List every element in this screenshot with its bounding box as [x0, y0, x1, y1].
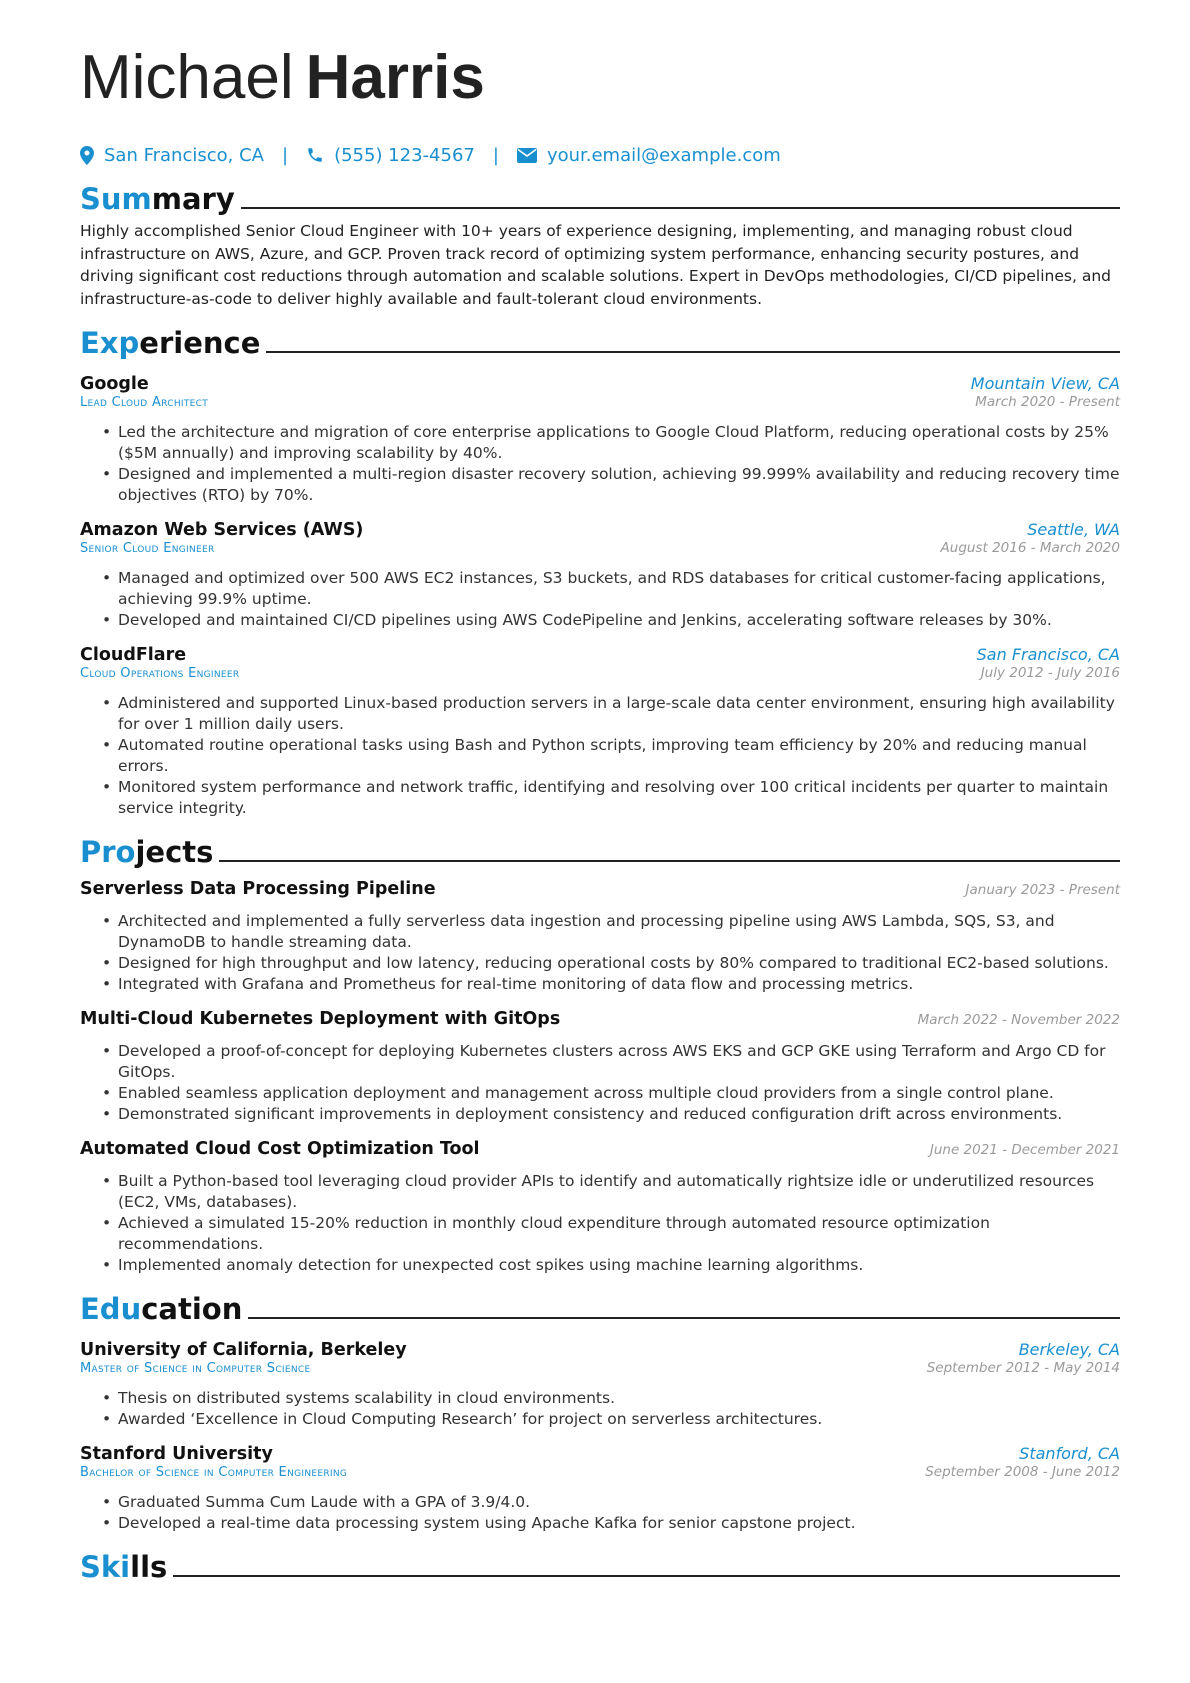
contact-separator: | — [281, 144, 289, 166]
contact-separator: | — [492, 144, 499, 166]
experience-entry — [80, 520, 1120, 631]
location-text: San Francisco, CA — [104, 144, 264, 166]
list-item: • Led the architecture and migration of core enterprise applications to Google Cloud Platform, reducing operational costs by 25% ($5M annually) and improving scalability by 40%. — [118, 422, 1120, 464]
skills-heading — [80, 1546, 1120, 1584]
education-heading — [80, 1288, 1120, 1326]
projects-heading — [80, 831, 1120, 869]
contact-email[interactable] — [517, 145, 781, 166]
school-dates: September 2008 - June 2012 — [925, 1464, 1120, 1480]
project-dates: June 2021 - December 2021 — [929, 1142, 1120, 1158]
list-item: • Integrated with Grafana and Prometheus for real-time monitoring of data flow and processing metrics. — [118, 974, 1120, 995]
school-location: Berkeley, CA — [1018, 1340, 1120, 1359]
school-name: University of California, Berkeley — [80, 1340, 407, 1360]
project-title: Automated Cloud Cost Optimization Tool — [80, 1139, 480, 1159]
bullet-list — [80, 1388, 1120, 1430]
project-title: Serverless Data Processing Pipeline — [80, 879, 436, 899]
resume-page — [80, 38, 1120, 1584]
bullet-list — [80, 693, 1120, 819]
section-rule — [241, 207, 1120, 209]
education-entry — [80, 1444, 1120, 1534]
job-dates: August 2016 - March 2020 — [940, 540, 1120, 556]
summary-text: Highly accomplished Senior Cloud Engineer with 10+ years of experience designing, implementing, and managing robust cloud infrastructure on AWS, Azure, and GCP. Proven track record of optimizing system performance, enhancing security postures, and driving significant cost reductions through automation and scalable solutions. Expert in DevOps methodologies, CI/CD pipelines, and infrastructure-as-code to deliver highly available and fault-tolerant cloud environments. — [80, 222, 1111, 308]
last-name: Harris — [305, 43, 485, 112]
map-pin-icon — [80, 146, 94, 165]
experience-entry — [80, 645, 1120, 819]
section-title: Education — [80, 1292, 243, 1326]
list-item: • Architected and implemented a fully serverless data ingestion and processing pipeline using AWS Lambda, SQS, S3, and DynamoDB to handle streaming data. — [118, 911, 1120, 953]
list-item: • Developed a proof-of-concept for deploying Kubernetes clusters across AWS EKS and GCP GKE using Terraform and Argo CD for GitOps. — [118, 1041, 1120, 1083]
job-location: Mountain View, CA — [970, 374, 1120, 393]
list-item: • Administered and supported Linux-based production servers in a large-scale data center environment, ensuring high availability for over 1 million daily users. — [118, 693, 1120, 735]
list-item: • Automated routine operational tasks using Bash and Python scripts, improving team efficiency by 20% and reducing manual errors. — [118, 735, 1120, 777]
list-item: • Achieved a simulated 15-20% reduction in monthly cloud expenditure through automated resource optimization recommendations. — [118, 1213, 1120, 1255]
section-rule — [173, 1575, 1120, 1577]
list-item: • Thesis on distributed systems scalability in cloud environments. — [118, 1388, 1120, 1409]
section-title: Summary — [80, 182, 235, 216]
summary-heading — [80, 178, 1120, 216]
degree: Master of Science in Computer Science — [80, 1361, 311, 1376]
bullet-list — [80, 1171, 1120, 1276]
school-name: Stanford University — [80, 1444, 273, 1464]
company-name: Google — [80, 374, 149, 394]
bullet-list — [80, 911, 1120, 995]
education-entry — [80, 1340, 1120, 1430]
project-dates: January 2023 - Present — [965, 882, 1120, 898]
experience-heading — [80, 322, 1120, 360]
school-dates: September 2012 - May 2014 — [926, 1360, 1120, 1376]
phone-icon — [306, 146, 324, 164]
candidate-name — [80, 38, 1120, 118]
phone-text: (555) 123-4567 — [334, 144, 475, 166]
list-item: • Developed and maintained CI/CD pipelines using AWS CodePipeline and Jenkins, accelerating software releases by 30%. — [118, 610, 1120, 631]
project-dates: March 2022 - November 2022 — [917, 1012, 1120, 1028]
job-dates: July 2012 - July 2016 — [980, 665, 1120, 681]
job-location: Seattle, WA — [1027, 520, 1120, 539]
contact-bar — [80, 142, 1120, 168]
project-entry — [80, 879, 1120, 995]
section-rule — [219, 860, 1120, 862]
job-title: Lead Cloud Architect — [80, 395, 209, 410]
job-title: Cloud Operations Engineer — [80, 666, 240, 681]
project-title: Multi-Cloud Kubernetes Deployment with GitOps — [80, 1009, 561, 1029]
contact-phone[interactable] — [306, 145, 475, 166]
list-item: • Developed a real-time data processing system using Apache Kafka for senior capstone project. — [118, 1513, 1120, 1534]
section-title: Skills — [80, 1550, 168, 1584]
list-item: • Built a Python-based tool leveraging cloud provider APIs to identify and automatically rightsize idle or underutilized resources (EC2, VMs, databases). — [118, 1171, 1120, 1213]
bullet-list — [80, 568, 1120, 631]
bullet-list — [80, 1041, 1120, 1125]
project-entry — [80, 1009, 1120, 1125]
list-item: • Implemented anomaly detection for unexpected cost spikes using machine learning algorithms. — [118, 1255, 1120, 1276]
experience-entry — [80, 374, 1120, 506]
job-dates: March 2020 - Present — [975, 394, 1120, 410]
email-link[interactable]: your.email@example.com — [546, 144, 781, 166]
list-item: • Monitored system performance and network traffic, identifying and resolving over 100 critical incidents per quarter to maintain service integrity. — [118, 777, 1120, 819]
list-item: • Graduated Summa Cum Laude with a GPA of 3.9/4.0. — [118, 1492, 1120, 1513]
project-entry — [80, 1139, 1120, 1276]
list-item: • Demonstrated significant improvements in deployment consistency and reduced configuration drift across environments. — [118, 1104, 1120, 1125]
section-rule — [248, 1317, 1120, 1319]
company-name: Amazon Web Services (AWS) — [80, 520, 364, 540]
envelope-icon — [517, 148, 537, 163]
degree: Bachelor of Science in Computer Engineering — [80, 1465, 348, 1480]
section-title: Projects — [80, 835, 214, 869]
list-item: • Awarded ‘Excellence in Cloud Computing Research’ for project on serverless architectures. — [118, 1409, 1120, 1430]
contact-location — [80, 145, 264, 166]
bullet-list — [80, 1492, 1120, 1534]
list-item: • Managed and optimized over 500 AWS EC2 instances, S3 buckets, and RDS databases for critical customer-facing applications, achieving 99.9% uptime. — [118, 568, 1120, 610]
school-location: Stanford, CA — [1019, 1444, 1120, 1463]
list-item: • Designed for high throughput and low latency, reducing operational costs by 80% compared to traditional EC2-based solutions. — [118, 953, 1120, 974]
job-title: Senior Cloud Engineer — [80, 541, 215, 556]
section-title: Experience — [80, 326, 261, 360]
list-item: • Enabled seamless application deployment and management across multiple cloud providers from a single control plane. — [118, 1083, 1120, 1104]
section-rule — [266, 351, 1120, 353]
job-location: San Francisco, CA — [976, 645, 1120, 664]
bullet-list — [80, 422, 1120, 506]
company-name: CloudFlare — [80, 645, 187, 665]
first-name: Michael — [80, 43, 294, 112]
list-item: • Designed and implemented a multi-region disaster recovery solution, achieving 99.999% availability and reducing recovery time objectives (RTO) by 70%. — [118, 464, 1120, 506]
